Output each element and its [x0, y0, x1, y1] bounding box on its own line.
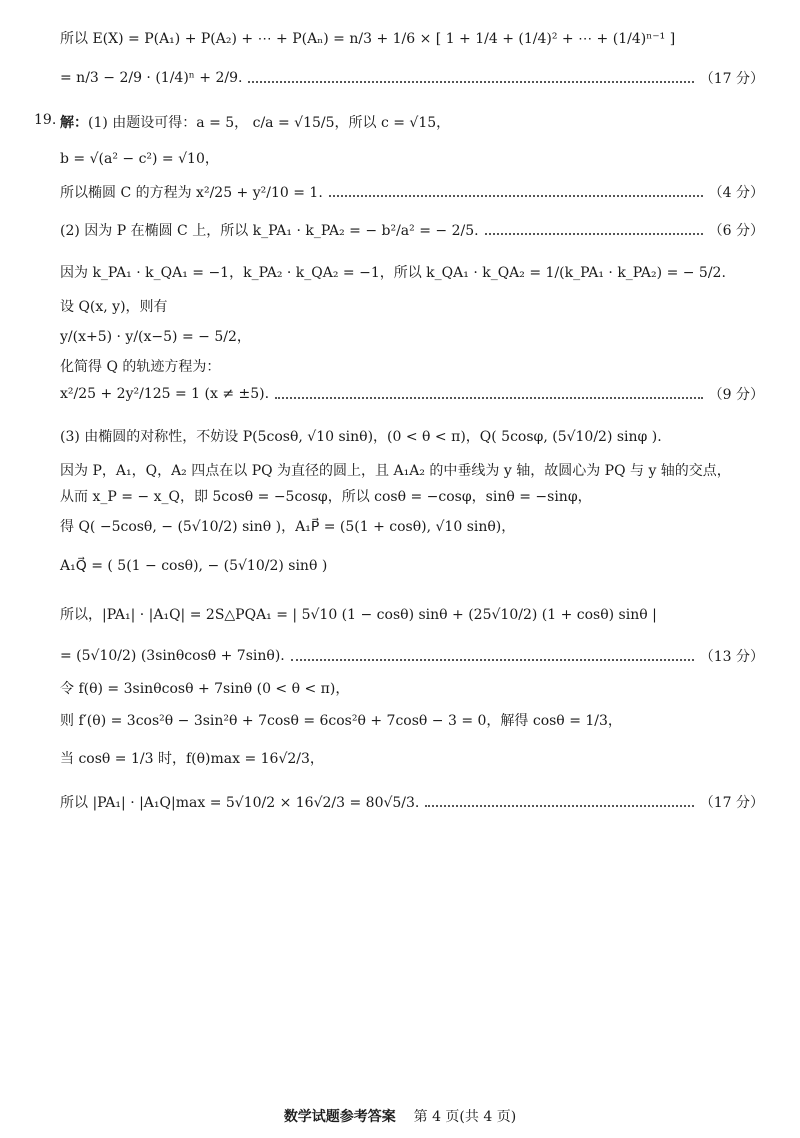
formula-text: (1) 由题设可得：a = 5， c/a = √15/5，所以 c = √15，	[88, 115, 451, 131]
formula-text: (3) 由椭圆的对称性，不妨设 P(5cosθ, √10 sinθ)，(0 < θ < π)，Q( 5cosφ, (5√10/2) sinφ ).	[60, 429, 662, 445]
score-mark: （6 分）	[708, 223, 764, 239]
formula-expectation	[60, 28, 764, 48]
footer-page-number: 第 4 页(共 4 页)	[413, 1109, 517, 1125]
ellipse-equation	[60, 182, 764, 202]
symmetry-line	[60, 486, 764, 506]
part3-line	[60, 426, 764, 446]
formula-text: 所以 E(X) = P(A₁) + P(A₂) + ⋯ + P(Aₙ) = n/3 + 1/6 × [ 1 + 1/4 + (1/4)² + ⋯ + (1/4)ⁿ⁻¹ ]	[60, 31, 676, 47]
area-line	[60, 604, 764, 624]
score-mark: （13 分）	[699, 649, 764, 665]
simplify-line	[60, 356, 764, 376]
formula-b	[60, 148, 764, 168]
formula-text: 则 f′(θ) = 3cos²θ − 3sin²θ + 7cosθ = 6cos²θ + 7cosθ − 3 = 0，解得 cosθ = 1/3，	[60, 713, 622, 729]
formula-text: 当 cosθ = 1/3 时，f(θ)max = 16√2/3，	[60, 751, 324, 767]
formula-text: 因为 P，A₁，Q，A₂ 四点在以 PQ 为直径的圆上，且 A₁A₂ 的中垂线为 y 轴，故圆心为 PQ 与 y 轴的交点，	[60, 463, 731, 479]
leader-dots	[248, 80, 693, 83]
leader-dots	[275, 396, 703, 399]
formula-text: 令 f(θ) = 3sinθcosθ + 7sinθ (0 < θ < π)，	[60, 681, 350, 697]
q-coordinates-line	[60, 516, 764, 536]
area-result	[60, 646, 764, 666]
footer-title: 数学试题参考答案	[283, 1109, 396, 1125]
formula-text: 所以 |PA₁| · |A₁Q|max = 5√10/2 × 16√2/3 = 80√5/3.	[60, 795, 420, 811]
formula-text: = n/3 − 2/9 · (1/4)ⁿ + 2/9.	[60, 70, 243, 86]
formula-text: 所以椭圆 C 的方程为 x²/25 + y²/10 = 1.	[60, 185, 323, 201]
formula-text: (2) 因为 P 在椭圆 C 上，所以 k_PA₁ · k_PA₂ = − b²/a² = − 2/5.	[60, 223, 479, 239]
formula-text: = (5√10/2) (3sinθcosθ + 7sinθ).	[60, 648, 285, 664]
score-mark: （9 分）	[708, 387, 764, 403]
formula-expectation-result	[60, 68, 764, 88]
formula-text: x²/25 + 2y²/125 = 1 (x ≠ ±5).	[60, 386, 270, 402]
formula-text: 所以，|PA₁| · |A₁Q| = 2S△PQA₁ = | 5√10 (1 − cosθ) sinθ + (25√10/2) (1 + cosθ) sinθ |	[60, 607, 657, 623]
max-value-line	[60, 748, 764, 768]
part2-line	[60, 220, 764, 240]
leader-dots	[485, 232, 703, 235]
derivative-line	[60, 710, 764, 730]
score-mark: （4 分）	[708, 185, 764, 201]
score-mark: （17 分）	[699, 71, 764, 87]
page-footer	[0, 1106, 800, 1126]
vector-a1q-line	[60, 558, 764, 574]
formula-text: A₁Q⃗ = ( 5(1 − cosθ), − (5√10/2) sinθ )	[60, 558, 328, 574]
final-answer-line	[60, 792, 764, 812]
slope-equation	[60, 326, 764, 346]
circle-line	[60, 460, 764, 480]
formula-text: 得 Q( −5cosθ, − (5√10/2) sinθ )，A₁P⃗ = (5(1 + cosθ), √10 sinθ)，	[60, 519, 516, 535]
formula-text: y/(x+5) · y/(x−5) = − 5/2，	[60, 329, 251, 345]
leader-dots	[329, 194, 703, 197]
formula-text: b = √(a² − c²) = √10，	[60, 151, 219, 167]
leader-dots	[291, 658, 694, 661]
function-define-line	[60, 678, 764, 698]
formula-text: 设 Q(x, y)，则有	[60, 299, 168, 315]
locus-equation	[60, 384, 764, 404]
set-q-line	[60, 296, 764, 316]
solution-label: 解：	[60, 115, 88, 131]
leader-dots	[425, 804, 693, 807]
formula-text: 因为 k_PA₁ · k_QA₁ = −1，k_PA₂ · k_QA₂ = −1，所以 k_QA₁ · k_QA₂ = 1/(k_PA₁ · k_PA₂) = − 5/2.	[60, 265, 726, 281]
slope-product-line	[60, 262, 764, 282]
part1-line	[60, 112, 764, 132]
formula-text: 从而 x_P = − x_Q，即 5cosθ = −5cosφ，所以 cosθ = −cosφ，sinθ = −sinφ，	[60, 489, 592, 505]
question-number: 19.	[34, 112, 57, 128]
formula-text: 化简得 Q 的轨迹方程为：	[60, 359, 221, 375]
score-mark: （17 分）	[699, 795, 764, 811]
